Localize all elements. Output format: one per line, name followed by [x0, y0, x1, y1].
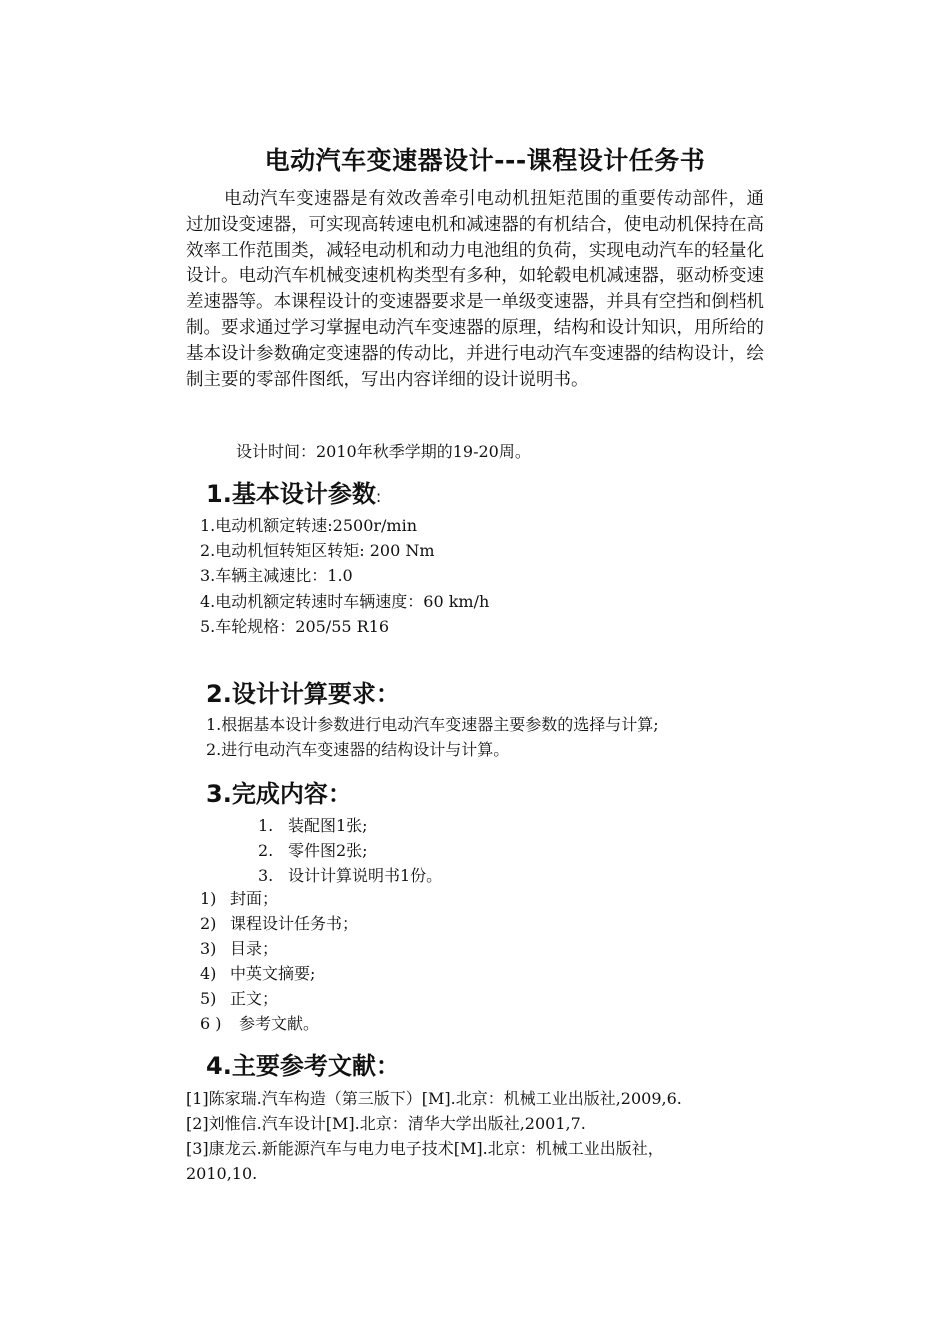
- list-item: [258, 863, 442, 888]
- list-item: [258, 813, 442, 838]
- list-item: [200, 986, 358, 1011]
- item-number: 2.: [258, 841, 274, 860]
- list-item: 1.根据基本设计参数进行电动汽车变速器主要参数的选择与计算;: [206, 715, 659, 734]
- list-item: [2]刘惟信.汽车设计[M].北京：清华大学出版社,2001,7.: [186, 1114, 586, 1133]
- item-text: 中英文摘要;: [230, 964, 316, 983]
- item-text: 课程设计任务书；: [230, 914, 359, 933]
- item-number: 6 ): [200, 1014, 222, 1033]
- item-text: 参考文献。: [239, 1014, 320, 1033]
- item-number: 2): [200, 914, 217, 933]
- section-3-heading: 3.完成内容：: [206, 780, 352, 808]
- item-number: 1): [200, 889, 217, 908]
- deliverables-list: [258, 813, 442, 888]
- item-number: 1.: [258, 816, 274, 835]
- list-item: 2.电动机恒转矩区转矩: 200 Nm: [200, 541, 435, 561]
- list-item: [200, 936, 358, 961]
- item-text: 目录；: [230, 939, 279, 958]
- item-text: 零件图2张;: [288, 841, 368, 860]
- list-item: [3]康龙云.新能源汽车与电力电子技术[M].北京：机械工业出版社，: [186, 1139, 664, 1158]
- item-text: 设计计算说明书1份。: [288, 866, 443, 885]
- list-item: [200, 886, 358, 911]
- list-item: [200, 961, 358, 986]
- calculation-requirements-list: [206, 712, 659, 762]
- item-number: 5): [200, 989, 217, 1008]
- list-item: [1]陈家瑞.汽车构造（第三版下）[M].北京：机械工业出版社,2009,6.: [186, 1089, 682, 1108]
- item-text: 正文；: [230, 989, 279, 1008]
- section-1-heading-suffix: :: [375, 487, 382, 506]
- report-parts-list: [200, 886, 358, 1036]
- references-list: [186, 1086, 682, 1186]
- design-parameters-list: [200, 513, 489, 639]
- design-time: 设计时间：2010年秋季学期的19-20周。: [236, 442, 531, 461]
- list-item: [200, 1011, 358, 1036]
- item-number: 3.: [258, 866, 274, 885]
- list-item: 3.车辆主减速比：1.0: [200, 566, 353, 586]
- list-item: [258, 838, 442, 863]
- item-number: 3): [200, 939, 217, 958]
- list-item: 2.进行电动汽车变速器的结构设计与计算。: [206, 740, 510, 759]
- intro-paragraph: 电动汽车变速器是有效改善牵引电动机扭矩范围的重要传动部件，通过加设变速器，可实现高转速电机和减速器的有机结合，使电动机保持在高效率工作范围类，减轻电动机和动力电池组的负荷，实现电动汽车的轻量化设计。电动汽车机械变速机构类型有多种，如轮毂电机减速器，驱动桥变速差速器等。本课程设计的变速器要求是一单级变速器，并具有空挡和倒档机制。要求通过学习掌握电动汽车变速器的原理，结构和设计知识，用所给的基本设计参数确定变速器的传动比，并进行电动汽车变速器的结构设计，绘制主要的零部件图纸，写出内容详细的设计说明书。: [186, 189, 764, 390]
- item-text: 装配图1张;: [288, 816, 368, 835]
- document-title: 电动汽车变速器设计---课程设计任务书: [264, 145, 706, 175]
- section-1-heading: [206, 474, 381, 509]
- list-item: 1.电动机额定转速:2500r/min: [200, 516, 418, 535]
- section-1-heading-text: 1.基本设计参数: [206, 480, 376, 508]
- list-item: 2010,10.: [186, 1164, 258, 1183]
- list-item: 5.车轮规格：205/55 R16: [200, 616, 390, 636]
- list-item: [200, 911, 358, 936]
- section-2-heading: 2.设计计算要求：: [206, 680, 400, 708]
- section-4-heading: 4.主要参考文献：: [206, 1052, 400, 1080]
- item-number: 4): [200, 964, 217, 983]
- list-item: 4.电动机额定转速时车辆速度：60 km/h: [200, 591, 490, 611]
- item-text: 封面；: [230, 889, 279, 908]
